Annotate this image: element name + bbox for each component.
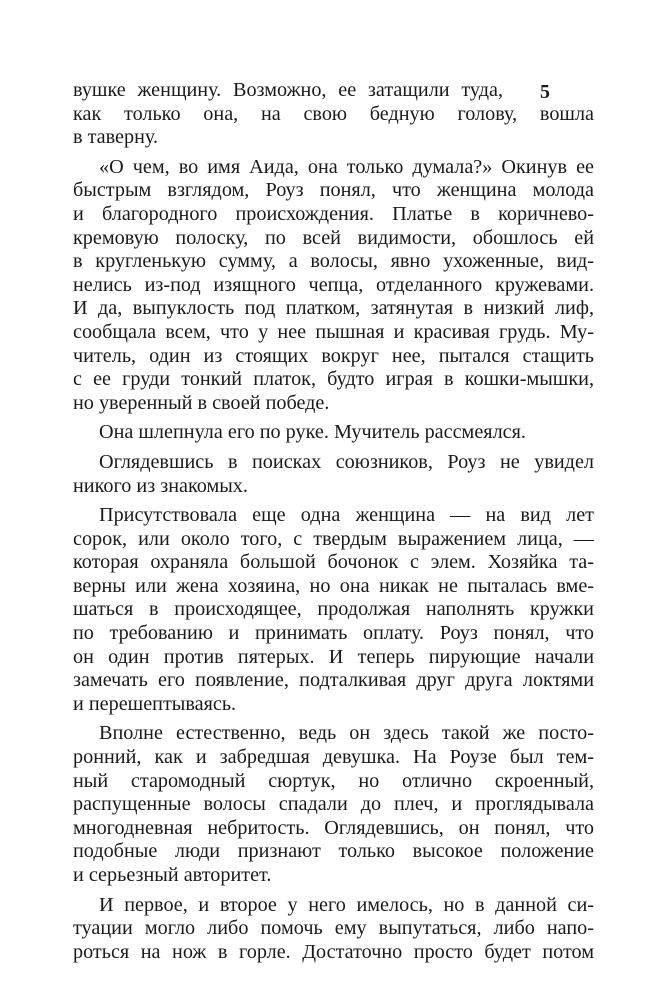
text-line: быстрым взглядом, Роуз понял, что женщина молода bbox=[73, 179, 594, 202]
text-line: и перешептываясь. bbox=[73, 692, 237, 715]
text-line: ный старомодный сюртук, но отлично скроенный, bbox=[73, 769, 594, 792]
text-line: сообщала всем, что у нее пышная и красивая грудь. Му- bbox=[73, 320, 594, 343]
text-line: туации могло либо помочь ему выпутаться, либо напо- bbox=[73, 917, 594, 940]
text-line: он один против пятерых. И теперь пирующие начали bbox=[73, 645, 594, 668]
text-line: замечать его появление, подталкивая друг друга локтями bbox=[73, 669, 594, 692]
text-line: И да, выпуклость под платком, затянутая в низкий лиф, bbox=[73, 297, 594, 320]
text-line: Присутствовала еще одна женщина — на вид лет bbox=[99, 504, 594, 527]
text-line: кремовую полоску, по всей видимости, обошлось ей bbox=[73, 226, 594, 249]
page-number: 5 bbox=[540, 81, 550, 103]
text-line: многодневная небритость. Оглядевшись, он понял, что bbox=[73, 816, 594, 839]
text-line: которая охраняла большой бочонок с элем. Хозяйка та- bbox=[73, 551, 594, 574]
text-line: Оглядевшись в поисках союзников, Роуз не увидел bbox=[99, 450, 594, 473]
text-line: шаться в происходящее, продолжая наполнять кружки bbox=[73, 598, 594, 621]
body-text bbox=[73, 79, 594, 964]
text-line: и серьезный авторитет. bbox=[73, 864, 272, 886]
text-line: читель, один из стоящих вокруг нее, пытался стащить bbox=[73, 344, 594, 367]
text-line: сорок, или около того, с твердым выражением лица, — bbox=[73, 527, 594, 550]
text-line: верны или жена хозяина, но она никак не пыталась вме- bbox=[73, 574, 594, 597]
text-line: с ее груди тонкий платок, будто играя в кошки-мышки, bbox=[73, 368, 594, 391]
text-line: и благородного происхождения. Платье в коричнево- bbox=[73, 202, 594, 225]
text-line: как только она, на свою бедную голову, вошла bbox=[73, 102, 594, 125]
text-line: Она шлепнула его по руке. Мучитель рассмеялся. bbox=[99, 421, 526, 444]
text-line: «О чем, во имя Аида, она только думала?» Окинув ее bbox=[99, 155, 594, 178]
text-line: распущенные волосы спадали до плеч, и проглядывала bbox=[73, 793, 594, 816]
text-line: но уверенный в своей победе. bbox=[73, 391, 330, 414]
text-line: вушке женщину. Возможно, ее затащили туда, bbox=[73, 79, 503, 101]
text-line: ронний, как и забредшая девушка. На Роузе был тем- bbox=[73, 746, 594, 769]
text-line: нелись из-под изящного чепца, отделанного кружевами. bbox=[73, 273, 594, 296]
text-line: в таверну. bbox=[73, 126, 158, 149]
text-line: подобные люди признают только высокое положение bbox=[73, 840, 594, 863]
text-line: И первое, и второе у него имелось, но в данной си- bbox=[99, 893, 594, 916]
text-line: никого из знакомых. bbox=[73, 474, 248, 497]
text-line: Вполне естественно, ведь он здесь такой же посто- bbox=[99, 722, 594, 745]
text-line: по требованию и принимать оплату. Роуз понял, что bbox=[73, 622, 594, 645]
text-line: роться на нож в горле. Достаточно просто будет потом bbox=[73, 940, 594, 963]
text-line: в кругленькую сумму, а волосы, явно ухоженные, вид- bbox=[73, 250, 594, 273]
